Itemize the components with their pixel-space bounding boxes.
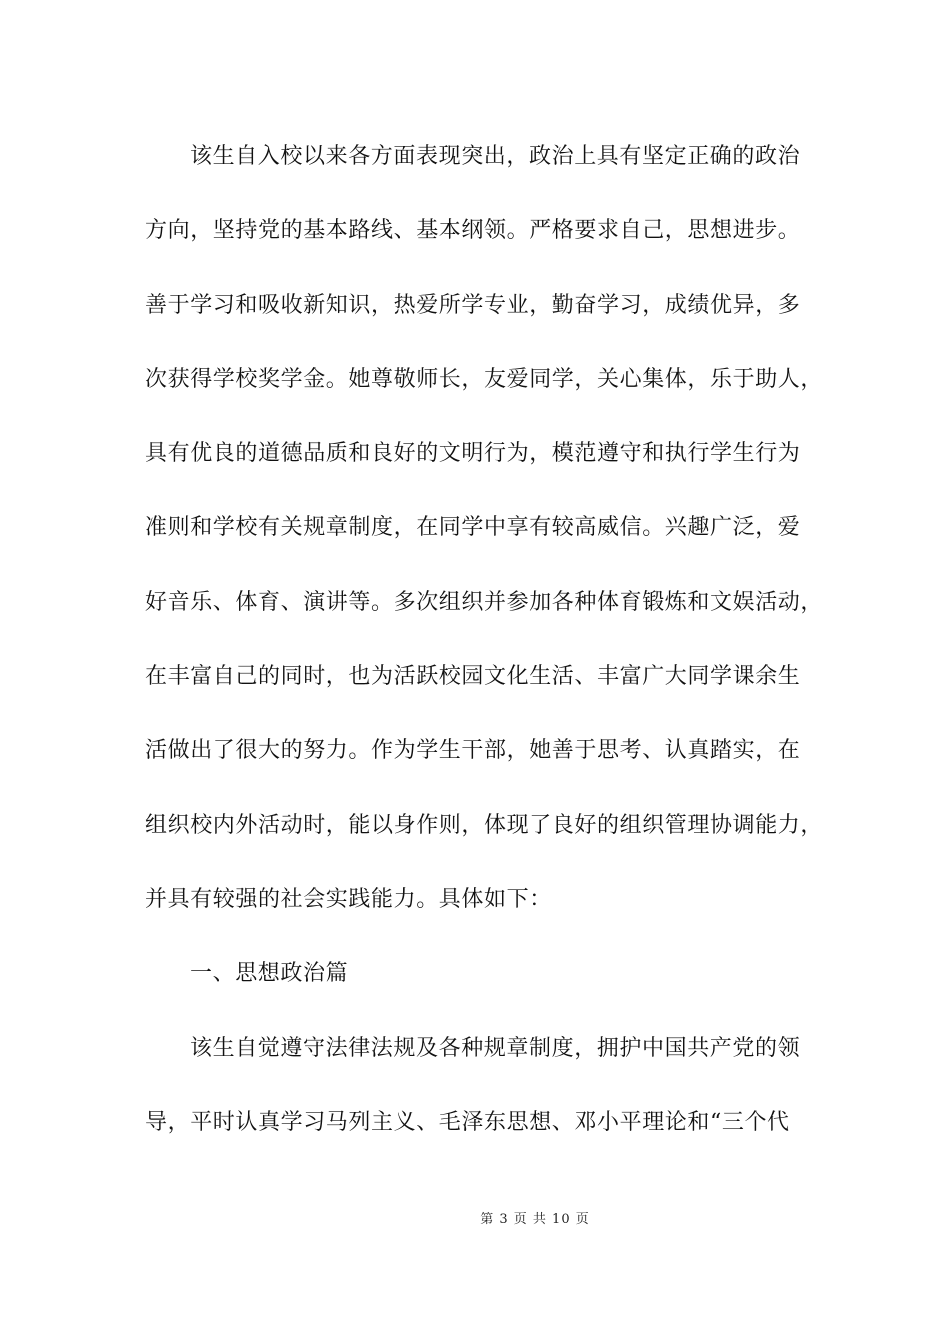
paragraph-line: 该生自入校以来各方面表现突出，政治上具有坚定正确的政治 <box>190 144 801 169</box>
paragraph-line: 并具有较强的社会实践能力。具体如下： <box>145 886 552 912</box>
paragraph-line: 方向，坚持党的基本路线、基本纲领。严格要求自己，思想进步。 <box>145 218 801 244</box>
paragraph-line: 具有优良的道德品质和良好的文明行为，模范遵守和执行学生行为 <box>145 441 801 467</box>
paragraph-line: 好音乐、体育、演讲等。多次组织并参加各种体育锻炼和文娱活动， <box>145 589 824 615</box>
paragraph-line: 该生自觉遵守法律法规及各种规章制度，拥护中国共产党的领 <box>190 1035 801 1061</box>
paragraph-line: 活做出了很大的努力。作为学生干部，她善于思考、认真踏实，在 <box>145 738 801 764</box>
paragraph-line: 次获得学校奖学金。她尊敬师长，友爱同学，关心集体，乐于助人， <box>145 366 824 392</box>
paragraph-line: 善于学习和吸收新知识，热爱所学专业，勤奋学习，成绩优异，多 <box>145 292 801 318</box>
page-number-label: 第 3 页 共 10 页 <box>480 1212 590 1227</box>
paragraph-line: 组织校内外活动时，能以身作则，体现了良好的组织管理协调能力， <box>145 812 824 838</box>
page-footer <box>0 1208 950 1227</box>
document-body <box>145 137 824 1177</box>
paragraph-line: 导，平时认真学习马列主义、毛泽东思想、邓小平理论和“三个代 <box>145 1109 790 1135</box>
section-heading: 一、思想政治篇 <box>190 961 349 987</box>
paragraph-line: 在丰富自己的同时，也为活跃校园文化生活、丰富广大同学课余生 <box>145 664 801 690</box>
paragraph-line: 准则和学校有关规章制度，在同学中享有较高威信。兴趣广泛，爱 <box>145 515 801 541</box>
